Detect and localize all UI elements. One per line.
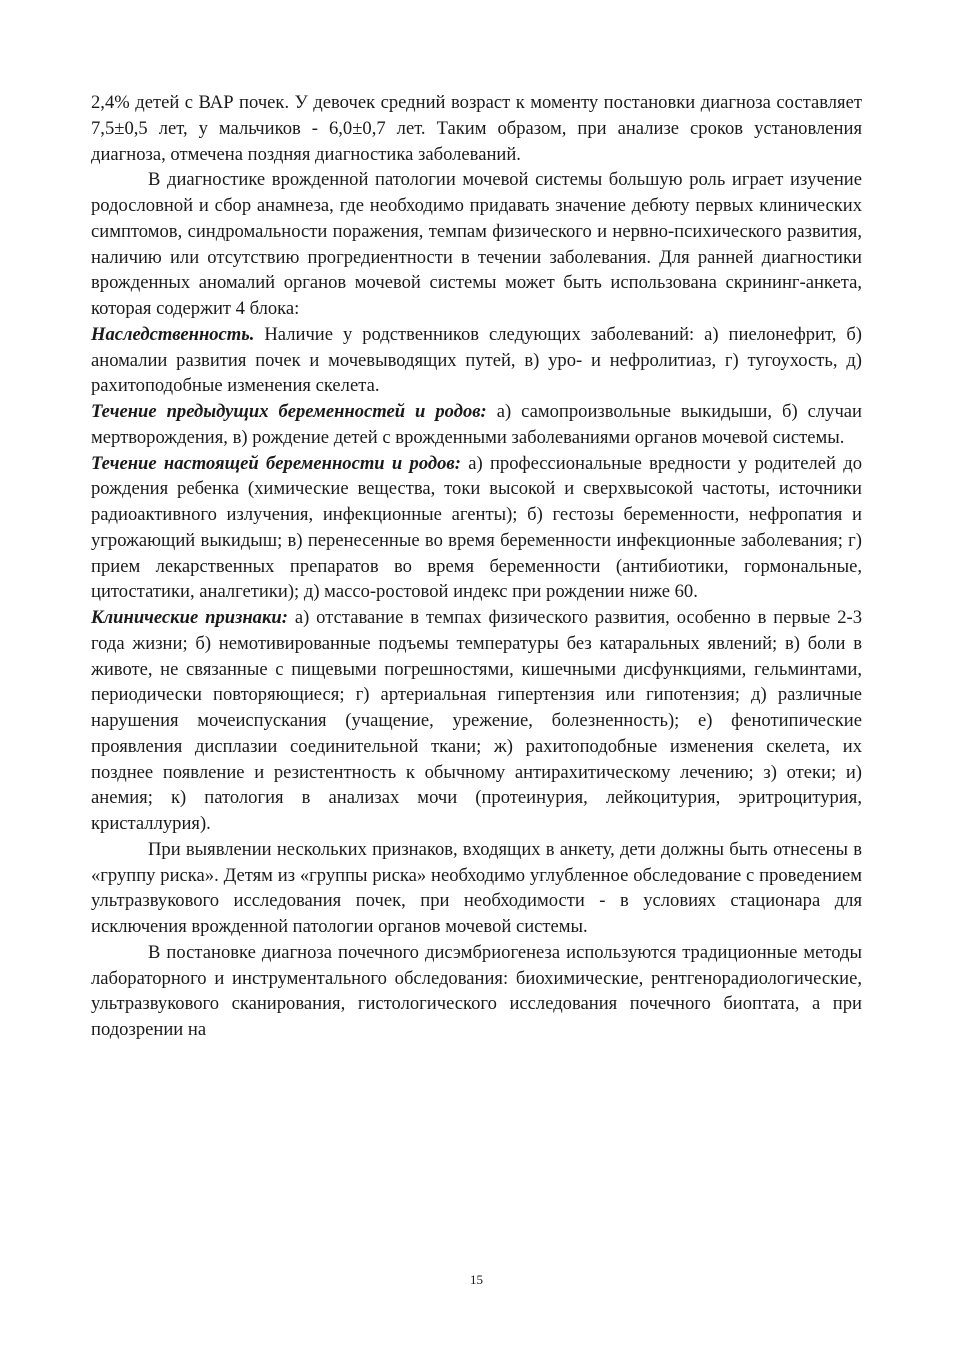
previous-pregnancies-heading: Течение предыдущих беременностей и родов:	[91, 401, 487, 422]
document-page	[91, 90, 862, 1043]
clinical-signs-heading: Клинические признаки:	[91, 607, 288, 628]
current-pregnancy-text: а) профессиональные вредности у родителей до рождения ребенка (химические вещества, токи высокой и сверхвысокой частоты, источники радиоактивного излучения, инфекционные агенты); б) гестозы беременности, нефропатия и угрожающий выкидыш; в) перенесенные во время беременности инфекционные заболевания; г) прием лекарственных препаратов во время беременности (антибиотики, гормональные, цитостатики, аналгетики); д) массо-ростовой индекс при рождении ниже 60.	[91, 452, 863, 603]
page-number: 15	[470, 1272, 483, 1287]
clinical-signs-text: а) отставание в темпах физического развития, особенно в первые 2-3 года жизни; б) немотивированные подъемы температуры без катаральных явлений; в) боли в животе, не связанные с пищевыми погрешностями, кишечными дисфункциями, гельминтами, периодически повторяющиеся; г) артериальная гипертензия или гипотензия; д) различные нарушения мочеиспускания (учащение, урежение, болезненность); е) фенотипические проявления дисплазии соединительной ткани; ж) рахитоподобные изменения скелета, их позднее появление и резистентность к обычному антирахитическому лечению; з) отеки; и) анемия; к) патология в анализах мочи (протеинурия, лейкоцитурия, эритроцитурия, кристаллурия).	[91, 607, 863, 834]
paragraph-heredity	[91, 322, 862, 399]
previous-pregnancies-text: а) самопроизвольные выкидыши, б) случаи мертворождения, в) рождение детей с врожденными заболеваниями органов мочевой системы.	[91, 401, 862, 448]
paragraph-diagnostics-intro: В диагностике врожденной патологии мочевой системы большую роль играет изучение родословной и сбор анамнеза, где необходимо придавать значение дебюту первых клинических симптомов, синдромальности поражения, темпам физического и нервно-психического развития, наличию или отсутствию прогредиентности в течении заболевания. Для ранней диагностики врожденных аномалий органов мочевой системы может быть использована скрининг-анкета, которая содержит 4 блока:	[91, 169, 862, 319]
paragraph-diagnostic-methods: В постановке диагноза почечного дисэмбриогенеза используются традиционные методы лабораторного и инструментального обследования: биохимические, рентгенорадиологические, ультразвукового сканирования, гистологического исследования почечного биоптата, а при подозрении на	[91, 941, 862, 1040]
paragraph-previous-pregnancies	[91, 399, 862, 451]
paragraph-risk-group: При выявлении нескольких признаков, входящих в анкету, дети должны быть отнесены в «группу риска». Детям из «группы риска» необходимо углубленное обследование с проведением ультразвукового исследования почек, при необходимости - в условиях стационара для исключения врожденной патологии органов мочевой системы.	[91, 838, 862, 937]
paragraph-current-pregnancy	[91, 451, 862, 606]
paragraph-age-at-diagnosis: 2,4% детей с ВАР почек. У девочек средний возраст к моменту постановки диагноза составляет 7,5±0,5 лет, у мальчиков - 6,0±0,7 лет. Таким образом, при анализе сроков установления диагноза, отмечена поздняя диагностика заболеваний.	[91, 92, 862, 165]
heredity-text: Наличие у родственников следующих заболеваний: а) пиелонефрит, б) аномалии развития почек и мочевыводящих путей, в) уро- и нефролитиаз, г) тугоухость, д) рахитоподобные изменения скелета.	[91, 323, 862, 397]
heredity-heading: Наследственность.	[91, 323, 255, 345]
current-pregnancy-heading: Течение настоящей беременности и родов:	[91, 452, 461, 474]
paragraph-clinical-signs	[91, 605, 862, 837]
